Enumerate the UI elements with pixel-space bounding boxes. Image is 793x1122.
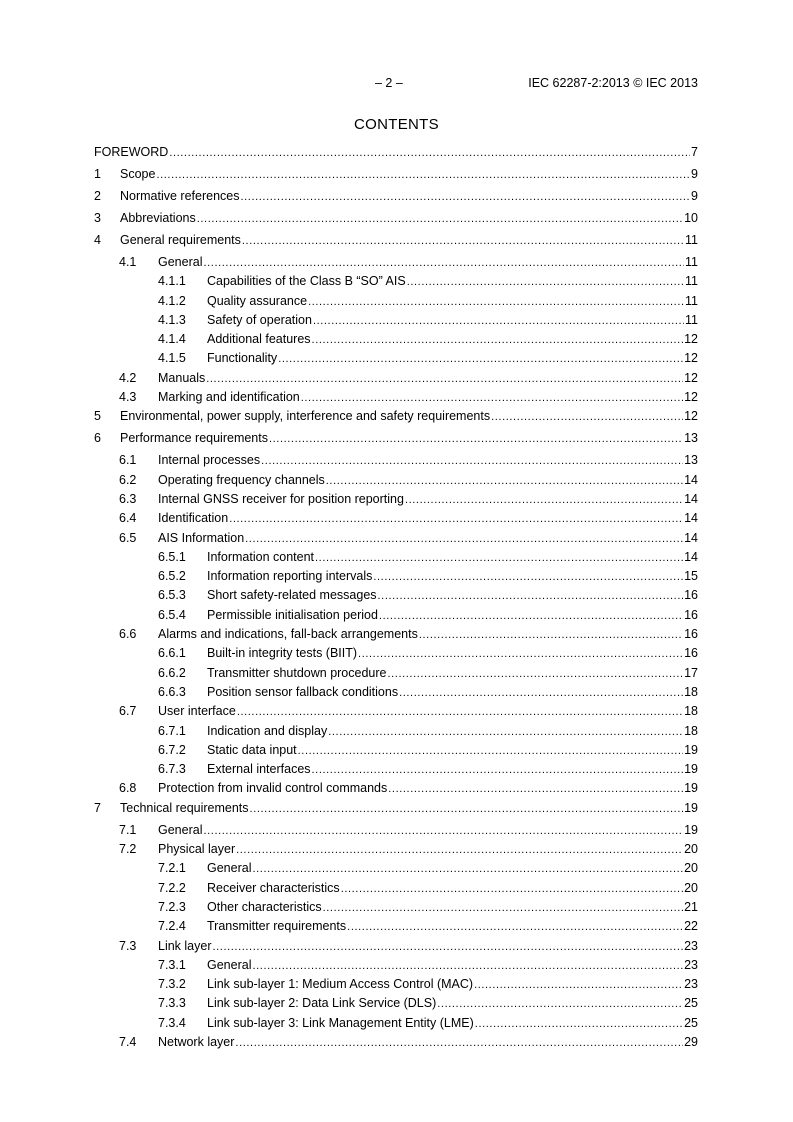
toc-entry-title: Physical layer	[158, 842, 236, 857]
toc-entry-title: Transmitter shutdown procedure	[207, 665, 387, 680]
toc-entry-title: Technical requirements	[120, 800, 249, 815]
toc-entry-title: Other characteristics	[207, 899, 322, 914]
toc-entry-title: Receiver characteristics	[207, 880, 340, 895]
toc-entry-page: 12	[684, 332, 698, 347]
toc-entry-title: Capabilities of the Class B “SO” AIS	[207, 274, 406, 289]
toc-leader-dots	[328, 726, 683, 738]
toc-entry-title: Built-in integrity tests (BIIT)	[207, 646, 358, 661]
toc-entry-number: 7.2.1	[158, 861, 186, 876]
toc-entry-number: 6.1	[119, 453, 137, 468]
toc-entry-page: 19	[684, 781, 698, 796]
toc-entry[interactable]	[94, 1035, 698, 1054]
toc-entry[interactable]	[94, 453, 698, 472]
toc-entry[interactable]	[94, 332, 698, 351]
toc-entry-title: Internal processes	[158, 453, 261, 468]
toc-entry[interactable]	[94, 313, 698, 332]
toc-leader-dots	[197, 213, 683, 225]
toc-entry-page: 11	[685, 255, 698, 269]
page-number: – 2 –	[375, 76, 403, 90]
toc-entry-title: Safety of operation	[207, 312, 312, 327]
toc-entry[interactable]	[94, 861, 698, 880]
toc-entry-title: Static data input	[207, 742, 297, 757]
toc-entry-page: 16	[684, 607, 698, 622]
toc-entry-title: Position sensor fallback conditions	[207, 684, 399, 699]
toc-entry-number: 4.1.2	[158, 293, 186, 308]
toc-leader-dots	[315, 552, 683, 564]
toc-entry-number: 7.3	[119, 938, 137, 953]
toc-leader-dots	[312, 334, 684, 346]
toc-entry-page: 20	[684, 861, 698, 876]
toc-entry[interactable]	[94, 608, 698, 627]
toc-entry-number: 6.3	[119, 491, 137, 506]
toc-entry-page: 14	[684, 472, 698, 487]
toc-entry-page: 22	[684, 919, 698, 934]
toc-entry-page: 9	[691, 167, 698, 181]
toc-leader-dots	[261, 455, 683, 467]
toc-entry-number: 4.1.1	[158, 274, 186, 289]
toc-entry-page: 10	[684, 211, 698, 225]
toc-leader-dots	[405, 494, 683, 506]
toc-leader-dots	[491, 411, 683, 423]
toc-leader-dots	[387, 668, 683, 680]
toc-entry-title: Transmitter requirements	[207, 919, 347, 934]
toc-leader-dots	[358, 648, 683, 660]
toc-entry[interactable]	[94, 685, 698, 704]
toc-entry-page: 18	[684, 684, 698, 699]
toc-entry-page: 14	[684, 549, 698, 564]
toc-entry-title: Normative references	[120, 189, 240, 203]
toc-entry[interactable]	[94, 274, 698, 293]
toc-entry-number: 4.2	[119, 370, 137, 385]
toc-entry-title: Environmental, power supply, interference and safety requirements	[120, 409, 491, 424]
toc-entry[interactable]	[94, 781, 698, 800]
toc-entry-title: Link layer	[158, 938, 212, 953]
toc-entry[interactable]	[94, 211, 698, 233]
toc-entry-number: 6.7.3	[158, 762, 186, 777]
toc-entry-title: General requirements	[120, 233, 241, 247]
toc-entry-page: 14	[684, 511, 698, 526]
toc-leader-dots	[378, 590, 684, 602]
toc-entry-title: Network layer	[158, 1034, 235, 1049]
toc-entry[interactable]	[94, 189, 698, 211]
toc-leader-dots	[236, 844, 683, 856]
toc-entry-number: 4.1.4	[158, 332, 186, 347]
toc-entry-page: 14	[684, 491, 698, 506]
toc-leader-dots	[437, 998, 683, 1010]
toc-entry-title: Information content	[207, 549, 315, 564]
table-of-contents	[94, 145, 698, 1054]
toc-entry-title: External interfaces	[207, 762, 311, 777]
toc-entry-page: 15	[684, 569, 698, 584]
toc-entry-number: 6.6	[119, 627, 137, 642]
toc-entry-page: 20	[684, 880, 698, 895]
toc-entry-number: 6.6.1	[158, 646, 186, 661]
toc-entry[interactable]	[94, 939, 698, 958]
toc-leader-dots	[169, 147, 690, 159]
page-header	[94, 76, 698, 92]
toc-entry-title: Internal GNSS receiver for position reporting	[158, 491, 404, 506]
toc-entry-title: General	[207, 957, 252, 972]
toc-leader-dots	[407, 276, 684, 288]
toc-entry-number: 7.3.3	[158, 996, 186, 1011]
toc-leader-dots	[347, 921, 683, 933]
toc-entry[interactable]	[94, 842, 698, 861]
toc-leader-dots	[203, 257, 684, 269]
toc-entry-number: 6.5.2	[158, 569, 186, 584]
toc-leader-dots	[203, 825, 683, 837]
toc-entry-number: 5	[94, 409, 101, 424]
toc-entry-number: 6.5	[119, 530, 137, 545]
toc-entry-page: 11	[685, 233, 698, 247]
toc-entry[interactable]	[94, 351, 698, 370]
toc-entry-title: Manuals	[158, 370, 206, 385]
toc-entry-title: Scope	[120, 167, 156, 181]
toc-entry-page: 23	[684, 957, 698, 972]
toc-entry-title: Protection from invalid control commands	[158, 781, 388, 796]
toc-entry-page: 21	[684, 899, 698, 914]
toc-entry[interactable]	[94, 511, 698, 530]
toc-entry-number: 4.1.3	[158, 312, 186, 327]
toc-leader-dots	[341, 883, 683, 895]
toc-entry-title: Link sub-layer 3: Link Management Entity (LME)	[207, 1015, 474, 1030]
toc-entry-title: Functionality	[207, 351, 278, 366]
toc-entry-number: 6.5.4	[158, 607, 186, 622]
toc-entry-number: 6.7.1	[158, 723, 186, 738]
toc-entry[interactable]	[94, 255, 698, 274]
toc-leader-dots	[241, 191, 691, 203]
toc-entry-number: 6.6.3	[158, 684, 186, 699]
toc-leader-dots	[308, 296, 684, 308]
toc-entry[interactable]	[94, 704, 698, 723]
toc-entry-number: 4.1	[119, 255, 137, 269]
toc-entry[interactable]	[94, 900, 698, 919]
toc-entry-page: 13	[684, 453, 698, 468]
toc-entry-title: Short safety-related messages	[207, 588, 377, 603]
toc-leader-dots	[229, 513, 683, 525]
toc-entry-title: General	[158, 822, 203, 837]
toc-leader-dots	[252, 863, 683, 875]
toc-entry-page: 29	[684, 1034, 698, 1049]
toc-entry-number: 7.2.3	[158, 899, 186, 914]
toc-entry-number: 4.3	[119, 390, 137, 405]
toc-entry-number: 7	[94, 800, 101, 815]
toc-entry-page: 16	[684, 627, 698, 642]
toc-entry[interactable]	[94, 588, 698, 607]
toc-entry[interactable]	[94, 167, 698, 189]
toc-entry-page: 11	[685, 274, 698, 289]
toc-entry-title: Abbreviations	[120, 211, 196, 225]
page-title: CONTENTS	[354, 116, 439, 133]
toc-leader-dots	[206, 373, 683, 385]
toc-leader-dots	[301, 392, 683, 404]
toc-leader-dots	[245, 533, 683, 545]
toc-entry-number: 4	[94, 233, 101, 247]
toc-entry[interactable]	[94, 646, 698, 665]
toc-entry-page: 11	[685, 312, 698, 327]
toc-entry-page: 23	[684, 977, 698, 992]
toc-leader-dots	[156, 169, 690, 181]
toc-entry-number: 6.6.2	[158, 665, 186, 680]
toc-leader-dots	[419, 629, 683, 641]
toc-entry-page: 25	[684, 1015, 698, 1030]
toc-entry-number: 7.3.2	[158, 977, 186, 992]
toc-entry[interactable]	[94, 996, 698, 1015]
toc-entry-title: Indication and display	[207, 723, 328, 738]
toc-leader-dots	[242, 235, 684, 247]
toc-entry-number: 7.1	[119, 822, 137, 837]
toc-entry-page: 18	[684, 723, 698, 738]
toc-entry-number: 7.3.1	[158, 957, 186, 972]
toc-entry-page: 23	[684, 938, 698, 953]
toc-entry[interactable]	[94, 431, 698, 453]
toc-entry-number: 6.5.3	[158, 588, 186, 603]
toc-entry[interactable]	[94, 977, 698, 996]
toc-entry-page: 12	[684, 351, 698, 366]
toc-entry[interactable]	[94, 881, 698, 900]
toc-entry[interactable]	[94, 724, 698, 743]
toc-leader-dots	[399, 687, 683, 699]
toc-entry-number: 6	[94, 431, 101, 446]
toc-entry-number: 7.3.4	[158, 1015, 186, 1030]
toc-entry-number: 6.7	[119, 704, 137, 719]
toc-entry-page: 17	[684, 665, 698, 680]
toc-entry-number: 7.2	[119, 842, 137, 857]
toc-entry[interactable]	[94, 409, 698, 431]
toc-entry[interactable]	[94, 145, 698, 167]
toc-entry[interactable]	[94, 743, 698, 762]
toc-entry-title: General	[158, 255, 203, 269]
toc-entry-page: 14	[684, 530, 698, 545]
toc-entry-title: Marking and identification	[158, 390, 300, 405]
toc-entry[interactable]	[94, 531, 698, 550]
toc-entry-number: 2	[94, 189, 101, 203]
toc-entry-page: 16	[684, 588, 698, 603]
toc-entry-page: 7	[691, 145, 698, 159]
toc-entry-title: Link sub-layer 1: Medium Access Control (MAC)	[207, 977, 474, 992]
toc-entry-number: 6.7.2	[158, 742, 186, 757]
toc-entry-page: 19	[684, 800, 698, 815]
toc-entry-number: 6.8	[119, 781, 137, 796]
toc-entry-number: 6.4	[119, 511, 137, 526]
toc-entry[interactable]	[94, 233, 698, 255]
toc-entry[interactable]	[94, 473, 698, 492]
toc-entry-title: Quality assurance	[207, 293, 308, 308]
toc-leader-dots	[313, 315, 684, 327]
toc-entry-page: 18	[684, 704, 698, 719]
toc-entry-page: 19	[684, 742, 698, 757]
toc-entry-page: 19	[684, 822, 698, 837]
toc-entry-title: Information reporting intervals	[207, 569, 373, 584]
toc-entry-title: AIS Information	[158, 530, 245, 545]
toc-entry[interactable]	[94, 666, 698, 685]
toc-leader-dots	[213, 941, 684, 953]
toc-entry-title: Link sub-layer 2: Data Link Service (DLS)	[207, 996, 437, 1011]
toc-entry-page: 12	[684, 409, 698, 424]
toc-entry-page: 12	[684, 370, 698, 385]
toc-leader-dots	[278, 353, 683, 365]
toc-leader-dots	[323, 902, 683, 914]
toc-entry-number: 6.2	[119, 472, 137, 487]
toc-entry-title: Performance requirements	[120, 431, 268, 446]
toc-entry-page: 20	[684, 842, 698, 857]
toc-leader-dots	[379, 610, 683, 622]
toc-entry-page: 9	[691, 189, 698, 203]
toc-entry[interactable]	[94, 492, 698, 511]
toc-leader-dots	[237, 706, 683, 718]
toc-entry-title: Permissible initialisation period	[207, 607, 378, 622]
toc-leader-dots	[269, 433, 683, 445]
toc-entry[interactable]	[94, 1016, 698, 1035]
toc-entry[interactable]	[94, 390, 698, 409]
toc-entry[interactable]	[94, 801, 698, 823]
toc-entry-page: 12	[684, 390, 698, 405]
toc-entry-page: 25	[684, 996, 698, 1011]
toc-entry-number: 7.2.2	[158, 880, 186, 895]
toc-leader-dots	[373, 571, 683, 583]
toc-entry[interactable]	[94, 627, 698, 646]
toc-entry[interactable]	[94, 762, 698, 781]
toc-leader-dots	[388, 783, 683, 795]
toc-entry[interactable]	[94, 550, 698, 569]
toc-leader-dots	[235, 1037, 683, 1049]
toc-entry-page: 16	[684, 646, 698, 661]
toc-leader-dots	[252, 960, 683, 972]
toc-entry-title: General	[207, 861, 252, 876]
toc-entry-number: 1	[94, 167, 101, 181]
toc-entry-page: 19	[684, 762, 698, 777]
toc-entry-page: 13	[684, 431, 698, 446]
toc-entry-number: 6.5.1	[158, 549, 186, 564]
toc-entry-page: 11	[685, 293, 698, 308]
toc-leader-dots	[312, 764, 684, 776]
toc-entry-number: 4.1.5	[158, 351, 186, 366]
toc-entry-title: User interface	[158, 704, 236, 719]
toc-leader-dots	[475, 1018, 683, 1030]
toc-entry-number: 7.4	[119, 1034, 137, 1049]
document-id: IEC 62287-2:2013 © IEC 2013	[528, 76, 698, 90]
toc-entry-title: Operating frequency channels	[158, 472, 325, 487]
toc-entry-title: Additional features	[207, 332, 311, 347]
toc-entry[interactable]	[94, 294, 698, 313]
toc-entry-number: 3	[94, 211, 101, 225]
toc-entry-title: FOREWORD	[94, 145, 169, 159]
toc-leader-dots	[326, 475, 683, 487]
toc-leader-dots	[298, 745, 683, 757]
toc-entry-title: Alarms and indications, fall-back arrangements	[158, 627, 418, 642]
toc-entry[interactable]	[94, 919, 698, 938]
toc-leader-dots	[250, 803, 684, 815]
toc-entry-title: Identification	[158, 511, 229, 526]
toc-leader-dots	[474, 979, 683, 991]
toc-entry[interactable]	[94, 371, 698, 390]
toc-entry[interactable]	[94, 958, 698, 977]
toc-entry-number: 7.2.4	[158, 919, 186, 934]
toc-entry[interactable]	[94, 569, 698, 588]
toc-entry[interactable]	[94, 823, 698, 842]
